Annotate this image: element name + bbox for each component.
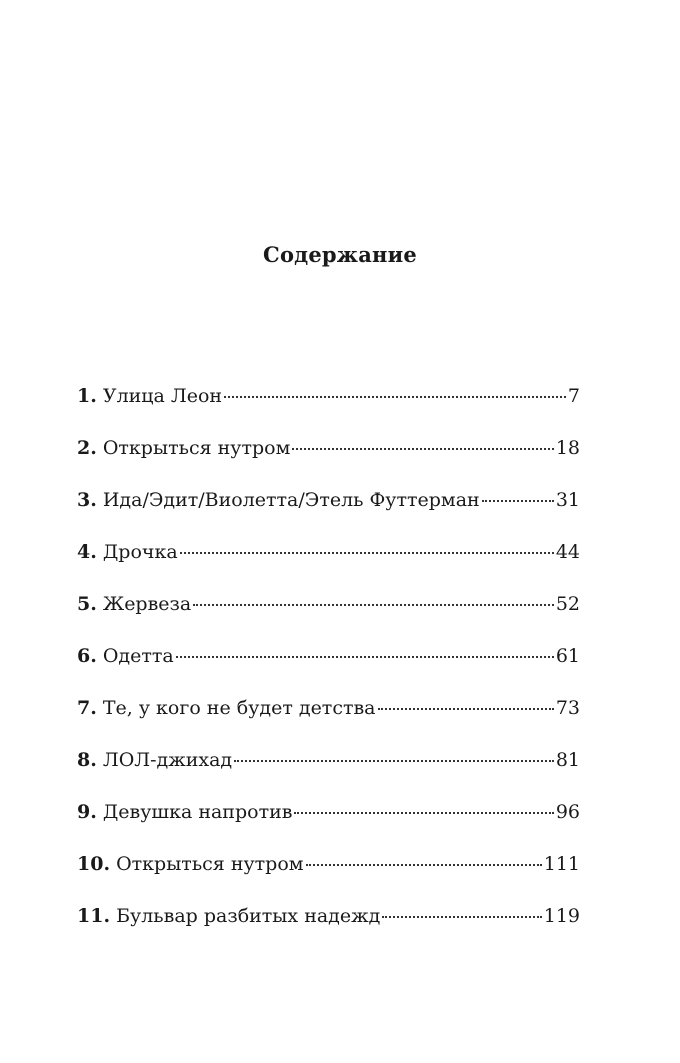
toc-entry-title: Девушка напротив	[102, 801, 293, 823]
toc-entry-page: 73	[555, 697, 580, 719]
dot-leader	[224, 396, 566, 398]
toc-entry-title: ЛОЛ-джихад	[102, 749, 233, 771]
toc-entry-number: 9.	[77, 801, 97, 823]
toc-entry-title: Ида/Эдит/Виолетта/Этель Футтерман	[102, 489, 480, 511]
toc-entry-number: 2.	[77, 437, 97, 459]
toc-entry-number: 8.	[77, 749, 97, 771]
toc-entry	[77, 693, 580, 745]
toc-entry	[77, 433, 580, 485]
toc-entry-title: Дрочка	[102, 541, 178, 563]
dot-leader	[482, 500, 554, 502]
toc-entry	[77, 745, 580, 797]
dot-leader	[382, 916, 541, 918]
toc-entry	[77, 641, 580, 693]
toc-entry-number: 10.	[77, 853, 111, 875]
dot-leader	[176, 656, 554, 658]
toc-entry-page: 119	[543, 905, 580, 927]
toc-entry-number: 7.	[77, 697, 97, 719]
toc-entry-page: 7	[567, 385, 580, 407]
dot-leader	[234, 760, 554, 762]
table-of-contents	[77, 381, 580, 953]
toc-entry-number: 1.	[77, 385, 97, 407]
dot-leader	[294, 812, 553, 814]
toc-entry-page: 81	[555, 749, 580, 771]
toc-entry-number: 3.	[77, 489, 97, 511]
toc-entry	[77, 901, 580, 953]
toc-entry-number: 11.	[77, 905, 111, 927]
toc-entry-page: 31	[555, 489, 580, 511]
toc-entry-title: Улица Леон	[102, 385, 223, 407]
dot-leader	[193, 604, 554, 606]
toc-entry	[77, 381, 580, 433]
toc-entry-page: 96	[555, 801, 580, 823]
toc-entry-title: Открыться нутром	[116, 853, 304, 875]
toc-entry-number: 4.	[77, 541, 97, 563]
toc-entry-page: 61	[555, 645, 580, 667]
toc-entry	[77, 589, 580, 641]
dot-leader	[306, 864, 542, 866]
dot-leader	[292, 448, 553, 450]
toc-entry-title: Открыться нутром	[102, 437, 291, 459]
toc-entry-number: 5.	[77, 593, 97, 615]
toc-entry-title: Одетта	[102, 645, 174, 667]
toc-entry-title: Бульвар разбитых надежд	[116, 905, 381, 927]
toc-entry	[77, 849, 580, 901]
toc-entry-page: 44	[555, 541, 580, 563]
toc-entry	[77, 485, 580, 537]
toc-entry-number: 6.	[77, 645, 97, 667]
dot-leader	[180, 552, 554, 554]
toc-entry-page: 18	[555, 437, 580, 459]
toc-entry-title: Жервеза	[102, 593, 192, 615]
toc-entry-page: 52	[555, 593, 580, 615]
toc-entry	[77, 537, 580, 589]
toc-entry-title: Те, у кого не будет детства	[102, 697, 376, 719]
page-title: Содержание	[263, 242, 417, 267]
toc-entry	[77, 797, 580, 849]
toc-entry-page: 111	[543, 853, 580, 875]
dot-leader	[378, 708, 554, 710]
